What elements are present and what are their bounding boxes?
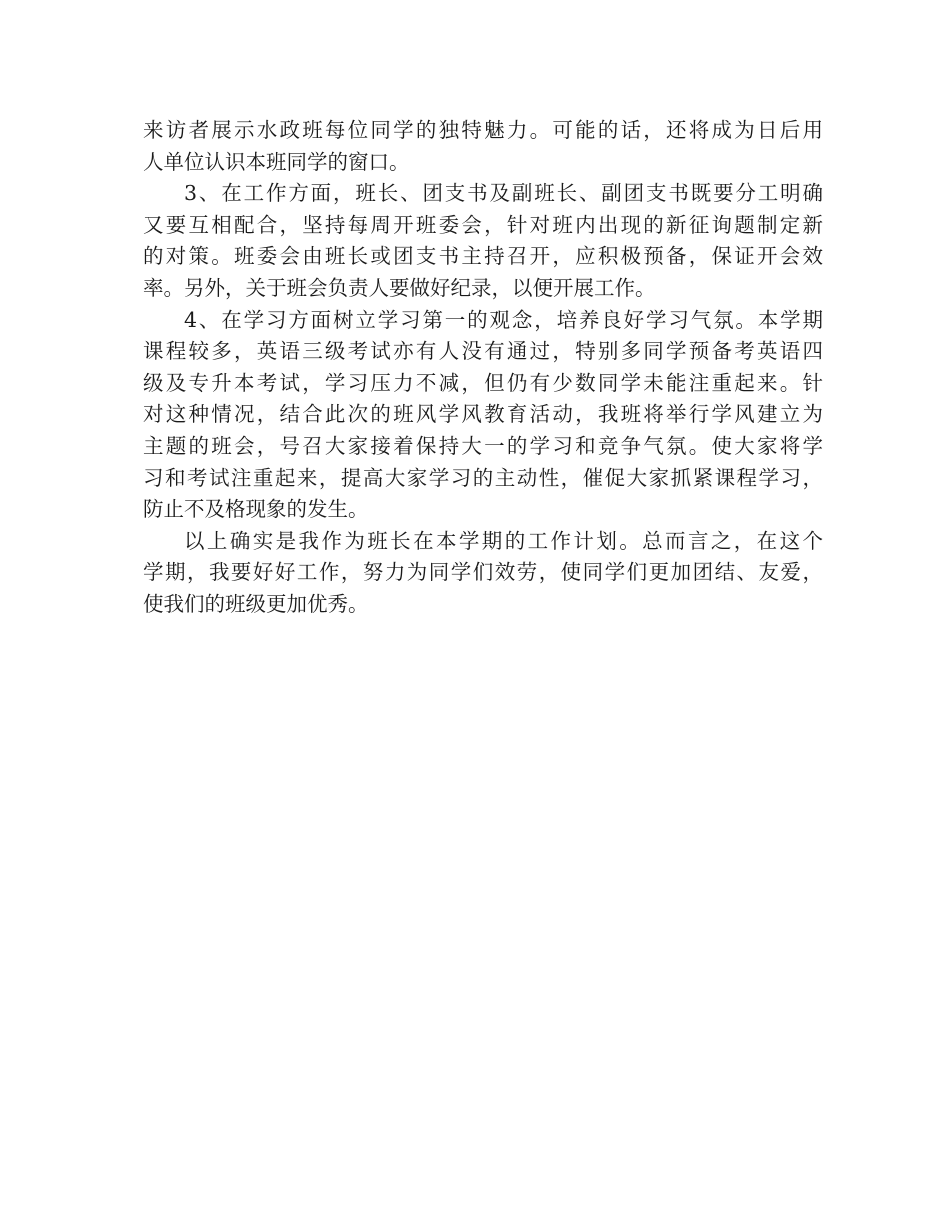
document-body — [143, 115, 823, 621]
text-line: 率。另外，关于班会负责人要做好纪录，以便开展工作。 — [143, 275, 656, 300]
text-line: 人单位认识本班同学的窗口。 — [143, 149, 410, 174]
text-line: 又要互相配合，坚持每周开班委会，针对班内出现的新征询题制定新 — [143, 212, 823, 237]
text-line: 以上确实是我作为班长在本学期的工作计划。总而言之，在这个 — [184, 528, 823, 553]
text-line: 的对策。班委会由班长或团支书主持召开，应积极预备，保证开会效 — [143, 244, 823, 269]
text-line: 防止不及格现象的发生。 — [143, 497, 369, 522]
text-line: 3、在工作方面，班长、团支书及副班长、副团支书既要分工明确 — [184, 181, 823, 206]
text-line: 4、在学习方面树立学习第一的观念，培养良好学习气氛。本学期 — [184, 307, 823, 332]
text-line: 使我们的班级更加优秀。 — [143, 591, 369, 616]
text-line: 来访者展示水政班每位同学的独特魅力。可能的话，还将成为日后用 — [143, 118, 823, 142]
text-line: 学期，我要好好工作，努力为同学们效劳，使同学们更加团结、友爱， — [143, 560, 823, 585]
text-line: 主题的班会，号召大家接着保持大一的学习和竞争气氛。使大家将学 — [143, 433, 823, 458]
text-line: 级及专升本考试，学习压力不减，但仍有少数同学未能注重起来。针 — [143, 370, 823, 395]
text-line: 课程较多，英语三级考试亦有人没有通过，特别多同学预备考英语四 — [143, 339, 823, 364]
text-line: 习和考试注重起来，提高大家学习的主动性，催促大家抓紧课程学习， — [143, 465, 823, 490]
text-line: 对这种情况，结合此次的班风学风教育活动，我班将举行学风建立为 — [143, 402, 823, 427]
